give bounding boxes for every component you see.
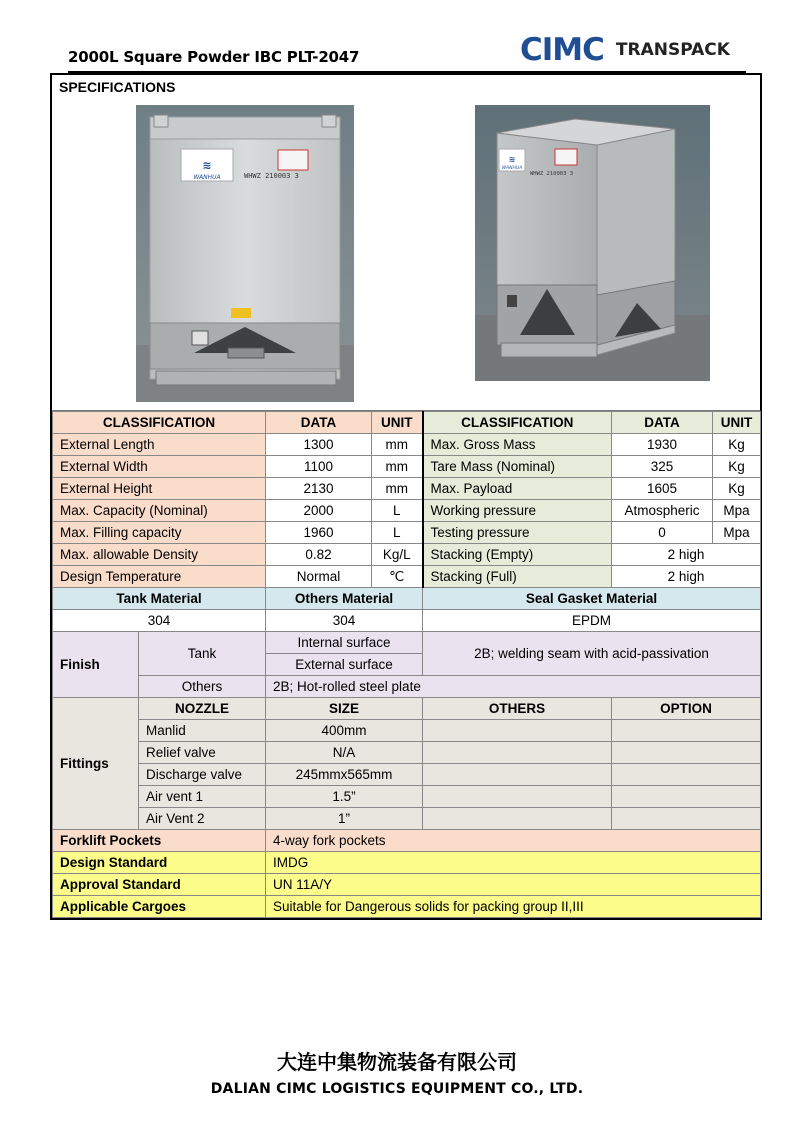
fittings-header-others: OTHERS	[423, 698, 612, 720]
others-material-value: 304	[266, 610, 423, 632]
table-row	[53, 566, 761, 588]
finish-external-surface: External surface	[266, 654, 423, 676]
nozzle-others	[423, 764, 612, 786]
company-logo	[520, 33, 730, 67]
fittings-header-nozzle: NOZZLE	[139, 698, 266, 720]
nozzle-others	[423, 720, 612, 742]
spec-label: Max. allowable Density	[53, 544, 266, 566]
spec-unit: ℃	[372, 566, 423, 588]
svg-text:≋: ≋	[202, 159, 212, 172]
design-standard-value: IMDG	[266, 852, 761, 874]
spec-label: Testing pressure	[423, 522, 612, 544]
others-material-header: Others Material	[266, 588, 423, 610]
table-row	[53, 544, 761, 566]
seal-gasket-material-header: Seal Gasket Material	[423, 588, 761, 610]
header-unit-right: UNIT	[713, 412, 761, 434]
materials-value-row	[53, 610, 761, 632]
spec-value: 2 high	[612, 566, 761, 588]
forklift-pockets-value: 4-way fork pockets	[266, 830, 761, 852]
table-row	[53, 522, 761, 544]
nozzle-option	[612, 764, 761, 786]
table-row	[53, 478, 761, 500]
approval-standard-row	[53, 874, 761, 896]
table-row	[53, 456, 761, 478]
spec-unit: Kg	[713, 478, 761, 500]
spec-value: 1960	[266, 522, 372, 544]
nozzle-size: 1”	[266, 808, 423, 830]
logo-transpack: TRANSPACK	[615, 40, 730, 60]
spec-unit: mm	[372, 456, 423, 478]
spec-value: 1930	[612, 434, 713, 456]
spec-value: 2130	[266, 478, 372, 500]
finish-others-value: 2B; Hot-rolled steel plate	[266, 676, 761, 698]
nozzle-option	[612, 720, 761, 742]
nozzle-name: Manlid	[139, 720, 266, 742]
forklift-pockets-label: Forklift Pockets	[53, 830, 266, 852]
spec-value: 1300	[266, 434, 372, 456]
specifications-title: SPECIFICATIONS	[59, 79, 176, 95]
forklift-pockets-row	[53, 830, 761, 852]
design-standard-label: Design Standard	[53, 852, 266, 874]
nozzle-name: Relief valve	[139, 742, 266, 764]
spec-unit: mm	[372, 434, 423, 456]
spec-unit: Mpa	[713, 500, 761, 522]
finish-row-others	[53, 676, 761, 698]
spec-unit: L	[372, 500, 423, 522]
nozzle-others	[423, 742, 612, 764]
front-serial: WHWZ 210003 3	[244, 172, 299, 180]
fittings-header-option: OPTION	[612, 698, 761, 720]
tank-material-header: Tank Material	[53, 588, 266, 610]
spec-label: Max. Payload	[423, 478, 612, 500]
table-row	[53, 720, 761, 742]
spec-table	[52, 411, 761, 918]
spec-label: Stacking (Full)	[423, 566, 612, 588]
ibc-front-photo	[136, 105, 354, 402]
spec-label: External Width	[53, 456, 266, 478]
header-classification-right: CLASSIFICATION	[423, 412, 612, 434]
spec-label: Design Temperature	[53, 566, 266, 588]
spec-label: External Length	[53, 434, 266, 456]
applicable-cargoes-row	[53, 896, 761, 918]
seal-gasket-material-value: EPDM	[423, 610, 761, 632]
spec-label: Working pressure	[423, 500, 612, 522]
fittings-header-row	[53, 698, 761, 720]
spec-value: 325	[612, 456, 713, 478]
nozzle-option	[612, 808, 761, 830]
header-unit-left: UNIT	[372, 412, 423, 434]
finish-tank-value: 2B; welding seam with acid-passivation	[423, 632, 761, 676]
nozzle-option	[612, 742, 761, 764]
side-serial: WHWZ 210003 3	[530, 171, 574, 177]
design-standard-row	[53, 852, 761, 874]
spec-label: Max. Filling capacity	[53, 522, 266, 544]
header-data-left: DATA	[266, 412, 372, 434]
spec-value: 2000	[266, 500, 372, 522]
nozzle-size: N/A	[266, 742, 423, 764]
nozzle-size: 1.5”	[266, 786, 423, 808]
nozzle-name: Air vent 1	[139, 786, 266, 808]
spec-unit: Mpa	[713, 522, 761, 544]
finish-label: Finish	[53, 632, 139, 698]
applicable-cargoes-label: Applicable Cargoes	[53, 896, 266, 918]
nozzle-name: Air Vent 2	[139, 808, 266, 830]
fittings-label: Fittings	[53, 698, 139, 830]
approval-standard-label: Approval Standard	[53, 874, 266, 896]
spec-unit: mm	[372, 478, 423, 500]
applicable-cargoes-value: Suitable for Dangerous solids for packing group II,III	[266, 896, 761, 918]
table-row	[53, 786, 761, 808]
spec-value: 0.82	[266, 544, 372, 566]
table-row	[53, 808, 761, 830]
front-brand-label: WANHUA	[193, 174, 221, 181]
table-row	[53, 434, 761, 456]
spec-label: External Height	[53, 478, 266, 500]
spec-label: Stacking (Empty)	[423, 544, 612, 566]
ibc-side-photo	[475, 105, 710, 381]
nozzle-size: 245mmx565mm	[266, 764, 423, 786]
spec-label: Max. Capacity (Nominal)	[53, 500, 266, 522]
table-row	[53, 500, 761, 522]
approval-standard-value: UN 11A/Y	[266, 874, 761, 896]
spec-value: 1605	[612, 478, 713, 500]
svg-text:≋: ≋	[508, 155, 516, 164]
logo-cimc: CIMC	[520, 32, 604, 68]
side-brand-label: WANHUA	[501, 166, 523, 171]
spec-unit: Kg/L	[372, 544, 423, 566]
spec-value: Normal	[266, 566, 372, 588]
materials-header-row	[53, 588, 761, 610]
tank-material-value: 304	[53, 610, 266, 632]
spec-unit: Kg	[713, 434, 761, 456]
spec-unit: L	[372, 522, 423, 544]
spec-unit: Kg	[713, 456, 761, 478]
company-name-chinese: 大连中集物流装备有限公司	[277, 1050, 517, 1074]
finish-tank-label: Tank	[139, 632, 266, 676]
spec-value: 2 high	[612, 544, 761, 566]
spec-sheet	[50, 73, 762, 920]
classification-header-row	[53, 412, 761, 434]
table-row	[53, 742, 761, 764]
header-classification-left: CLASSIFICATION	[53, 412, 266, 434]
spec-value: 0	[612, 522, 713, 544]
nozzle-name: Discharge valve	[139, 764, 266, 786]
nozzle-others	[423, 808, 612, 830]
spec-label: Max. Gross Mass	[423, 434, 612, 456]
header-data-right: DATA	[612, 412, 713, 434]
company-name-english: DALIAN CIMC LOGISTICS EQUIPMENT CO., LTD.	[210, 1081, 584, 1097]
spec-label: Tare Mass (Nominal)	[423, 456, 612, 478]
spec-value: 1100	[266, 456, 372, 478]
finish-internal-surface: Internal surface	[266, 632, 423, 654]
nozzle-others	[423, 786, 612, 808]
document-title: 2000L Square Powder IBC PLT-2047	[68, 48, 360, 66]
fittings-header-size: SIZE	[266, 698, 423, 720]
table-row	[53, 764, 761, 786]
finish-others-label: Others	[139, 676, 266, 698]
nozzle-size: 400mm	[266, 720, 423, 742]
spec-value: Atmospheric	[612, 500, 713, 522]
specifications-section	[52, 75, 760, 411]
finish-row-internal	[53, 632, 761, 654]
nozzle-option	[612, 786, 761, 808]
